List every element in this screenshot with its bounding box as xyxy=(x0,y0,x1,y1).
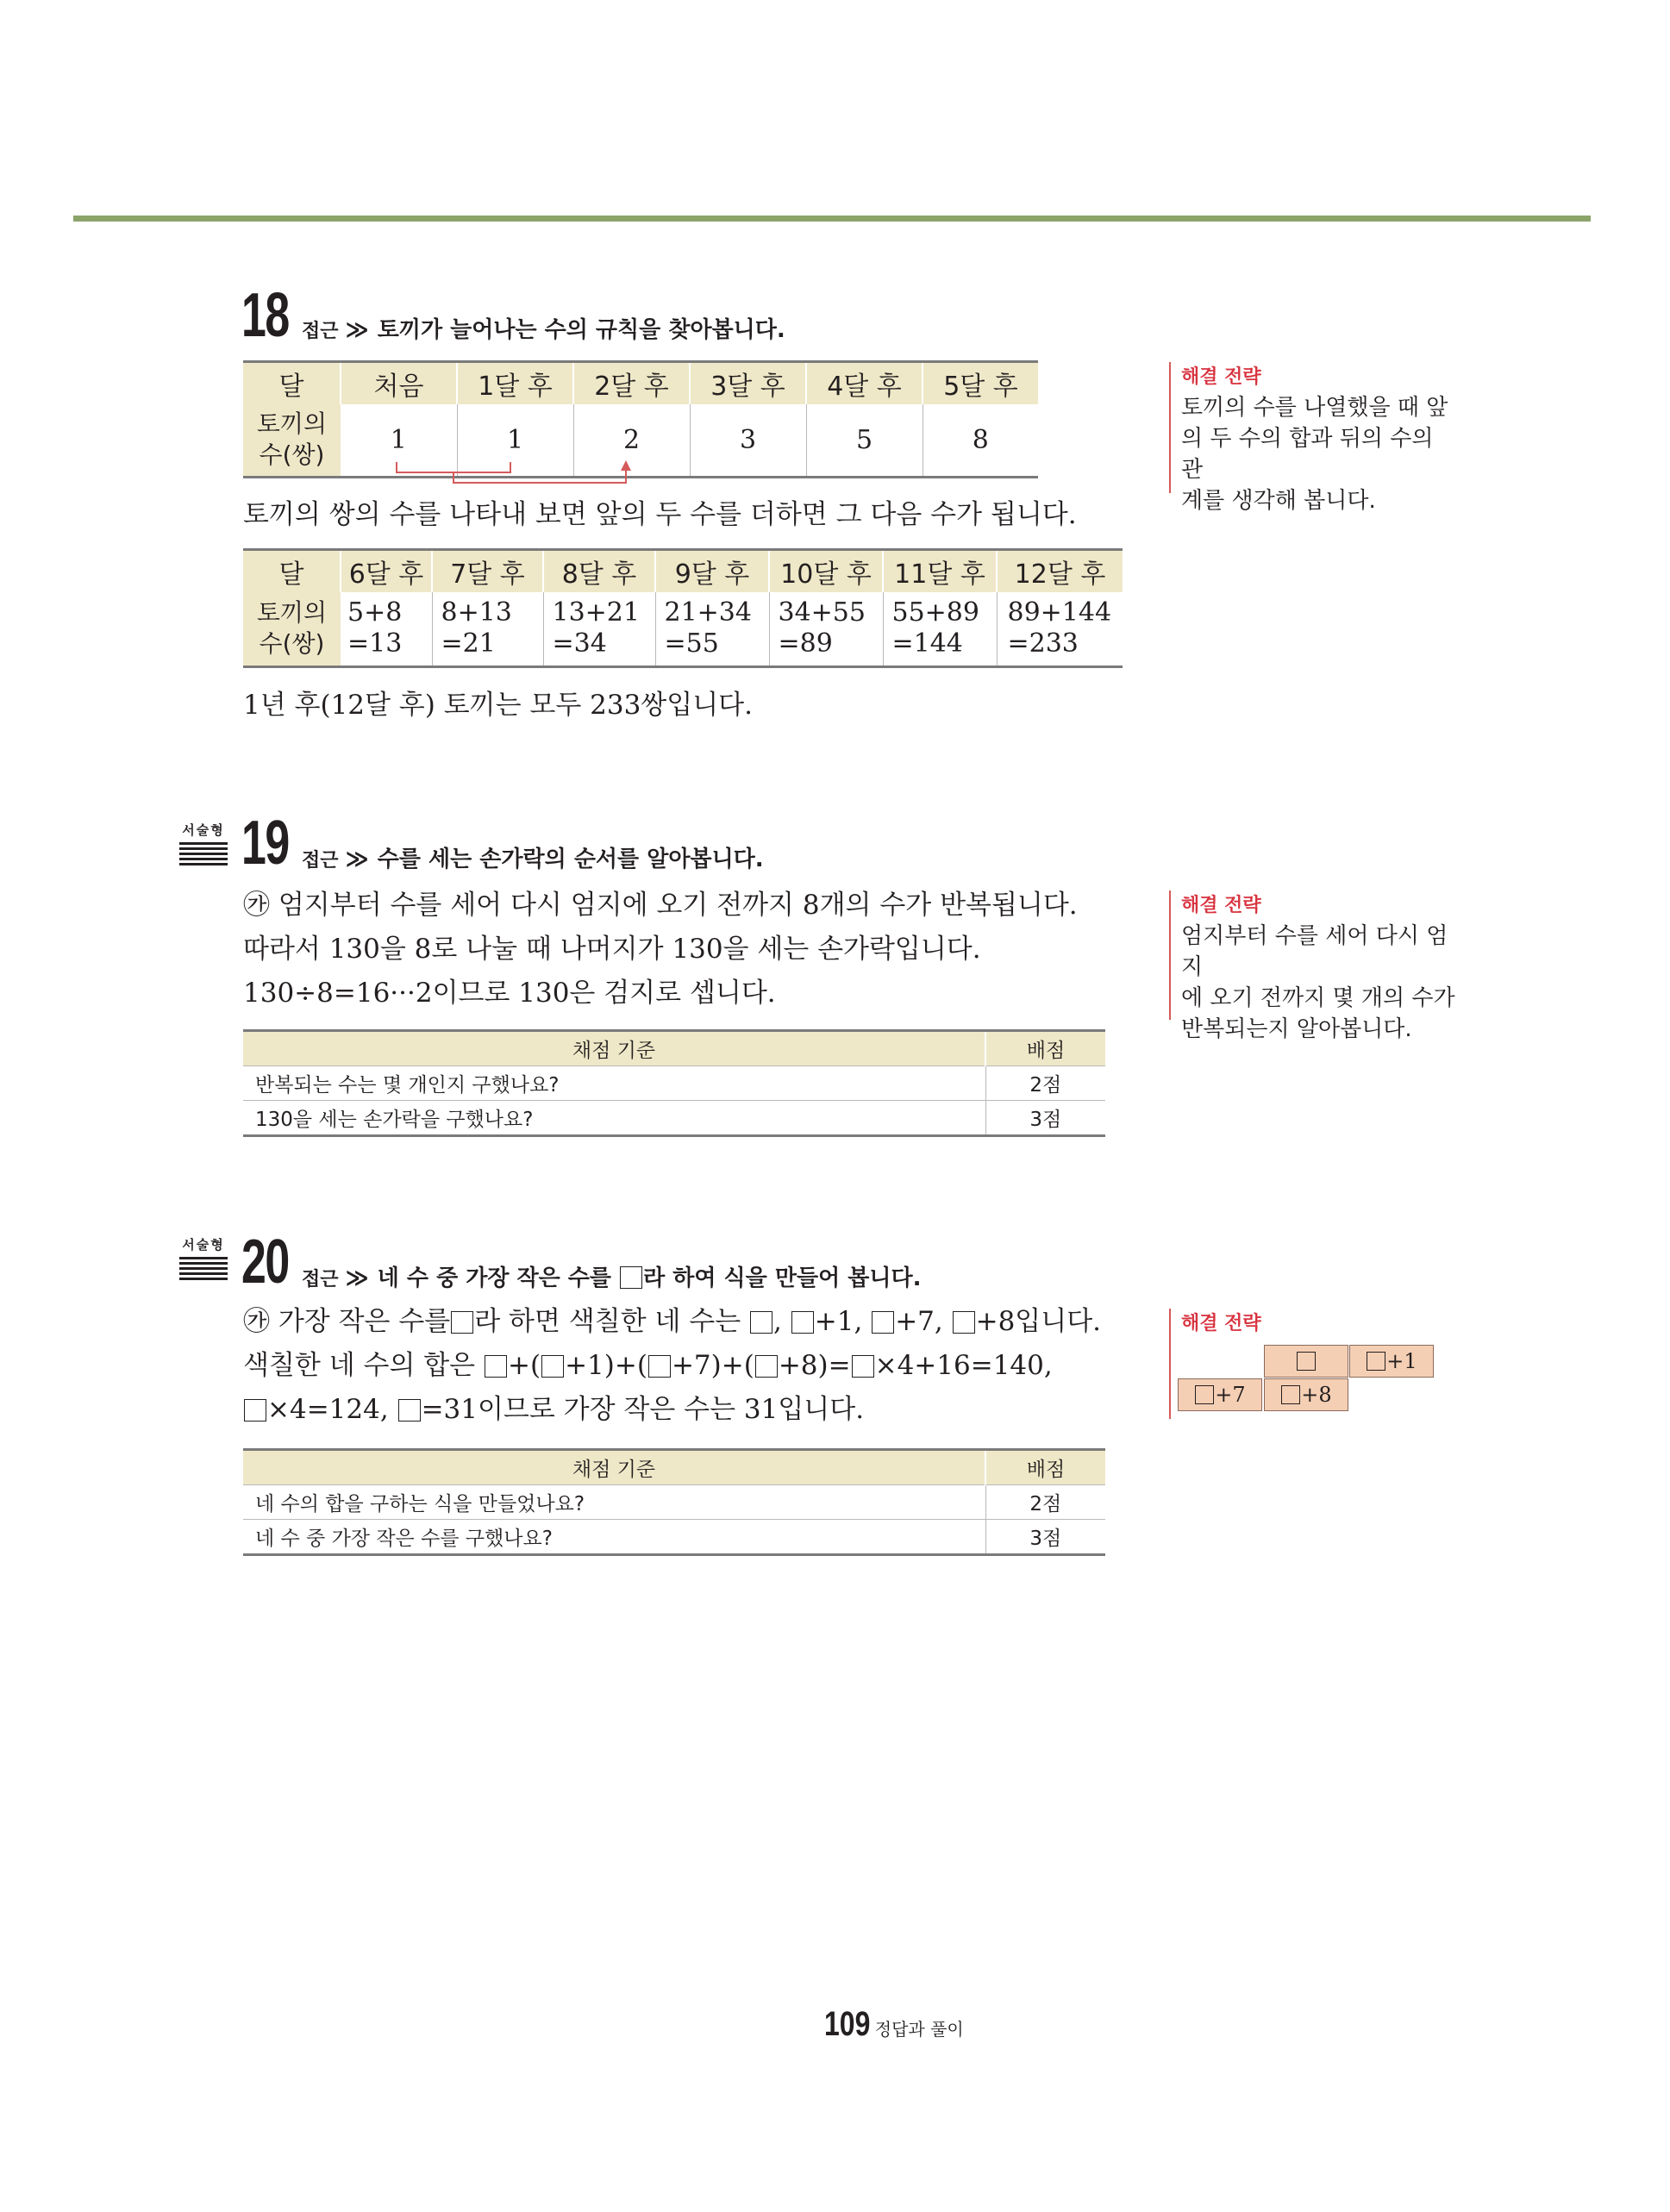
question-number-20: 20 xyxy=(241,1228,289,1297)
scoring-table-20 xyxy=(243,1448,1105,1556)
strategy-body: 토끼의 수를 나열했을 때 앞 의 두 수의 합과 뒤의 수의 관 계를 생각해 봅니다. xyxy=(1181,395,1448,514)
descriptive-tag-20: 서술형 xyxy=(179,1235,228,1281)
points: 3점 xyxy=(985,1520,1105,1555)
criterion: 반복되는 수는 몇 개인지 구했나요? xyxy=(243,1066,985,1101)
approach-19 xyxy=(302,841,764,873)
table-cell: 8+13 =21 xyxy=(432,592,543,666)
table-cell: 8 xyxy=(923,404,1038,477)
approach-text: 토끼가 늘어나는 수의 규칙을 찾아봅니다. xyxy=(377,317,785,343)
q18-explanation-1: 토끼의 쌍의 수를 나타내 보면 앞의 두 수를 더하면 그 다음 수가 됩니다. xyxy=(243,499,1077,530)
double-chevron-icon: ≫ xyxy=(345,847,369,872)
q19-solution xyxy=(243,884,1078,1015)
sum-bracket-arrow xyxy=(379,457,647,486)
approach-18 xyxy=(302,312,785,344)
blank-box-icon xyxy=(620,1266,642,1289)
grid-cell: +8 xyxy=(1264,1378,1348,1411)
table-header-cell: 1달 후 xyxy=(457,362,573,405)
approach-label: 접근 xyxy=(302,850,339,872)
table-cell: 1 xyxy=(341,404,457,477)
grid-cell xyxy=(1264,1345,1348,1378)
question-number-19: 19 xyxy=(241,809,289,878)
table-header-label: 달 xyxy=(243,550,341,593)
table-header-cell: 9달 후 xyxy=(655,550,769,593)
score-header: 채점 기준 xyxy=(243,1031,985,1066)
solution-line: ×4=124, =31이므로 가장 작은 수는 31입니다. xyxy=(243,1388,1101,1432)
strategy-box-18 xyxy=(1169,362,1457,514)
criterion: 네 수 중 가장 작은 수를 구했나요? xyxy=(243,1520,985,1555)
score-header: 채점 기준 xyxy=(243,1450,985,1485)
tag-lines-icon xyxy=(179,842,228,866)
strategy-title: 해결 전략 xyxy=(1181,366,1261,388)
criterion: 130을 세는 손가락을 구했나요? xyxy=(243,1101,985,1136)
points-header: 배점 xyxy=(985,1031,1105,1066)
table-header-cell: 10달 후 xyxy=(769,550,883,593)
table-header-cell: 5달 후 xyxy=(923,362,1038,405)
page-number: 109 xyxy=(824,2005,871,2043)
table-cell: 13+21 =34 xyxy=(543,592,655,666)
q20-solution xyxy=(243,1300,1101,1432)
top-accent-bar xyxy=(73,216,1591,222)
table-cell: 55+89 =144 xyxy=(883,592,997,666)
table-header-cell: 6달 후 xyxy=(341,550,432,593)
double-chevron-icon: ≫ xyxy=(345,1265,369,1291)
approach-20: 접근 ≫ 네 수 중 가장 작은 수를 라 하여 식을 만들어 봅니다. xyxy=(302,1265,922,1291)
double-chevron-icon: ≫ xyxy=(345,317,369,343)
approach-text: 수를 세는 손가락의 순서를 알아봅니다. xyxy=(377,847,764,872)
table-cell: 2 xyxy=(573,404,690,477)
scoring-table-19 xyxy=(243,1029,1105,1137)
table-header-cell: 2달 후 xyxy=(573,362,690,405)
grid-cell: +7 xyxy=(1178,1378,1262,1411)
table-cell: 1 xyxy=(457,404,573,477)
strategy-title: 해결 전략 xyxy=(1181,895,1261,916)
table-cell: 34+55 =89 xyxy=(769,592,883,666)
page-label: 정답과 풀이 xyxy=(874,2019,964,2040)
table-row-label: 토끼의 수(쌍) xyxy=(243,592,341,666)
descriptive-tag-19: 서술형 xyxy=(179,821,228,866)
points: 2점 xyxy=(985,1485,1105,1520)
table-cell: 3 xyxy=(690,404,806,477)
solution-line: ㉮ 엄지부터 수를 세어 다시 엄지에 오기 전까지 8개의 수가 반복됩니다. xyxy=(243,890,1078,921)
table-header-label: 달 xyxy=(243,362,341,405)
rabbit-table-2 xyxy=(243,548,1123,668)
solution-line: 따라서 130을 8로 나눌 때 나머지가 130을 세는 손가락입니다. xyxy=(243,934,981,965)
solution-line: 색칠한 네 수의 합은 +( +1)+( +7)+( +8)= ×4+16=140, xyxy=(243,1350,1053,1381)
page-footer xyxy=(824,2005,964,2044)
table-cell: 21+34 =55 xyxy=(655,592,769,666)
table-cell: 89+144 =233 xyxy=(997,592,1123,666)
table-header-cell: 11달 후 xyxy=(883,550,997,593)
strategy-title: 해결 전략 xyxy=(1181,1313,1261,1334)
table-row-label: 토끼의 수(쌍) xyxy=(243,404,341,477)
q18-explanation-2: 1년 후(12달 후) 토끼는 모두 233쌍입니다. xyxy=(243,690,753,721)
table-header-cell: 8달 후 xyxy=(543,550,655,593)
solution-line: ㉮ 가장 작은 수를 라 하면 색칠한 네 수는 , +1, +7, +8입니다. xyxy=(243,1306,1101,1337)
question-number-18: 18 xyxy=(241,281,289,350)
strategy-box-19 xyxy=(1169,890,1457,1042)
approach-label: 접근 xyxy=(302,321,339,342)
strategy-body: 엄지부터 수를 세어 다시 엄지 에 오기 전까지 몇 개의 수가 반복되는지 알아봅니다. xyxy=(1181,923,1455,1042)
grid-cell: +1 xyxy=(1349,1345,1434,1378)
tag-lines-icon xyxy=(179,1257,228,1281)
table-header-cell: 처음 xyxy=(341,362,457,405)
table-header-cell: 7달 후 xyxy=(432,550,543,593)
table-header-cell: 3달 후 xyxy=(690,362,806,405)
criterion: 네 수의 합을 구하는 식을 만들었나요? xyxy=(243,1485,985,1520)
table-cell: 5+8 =13 xyxy=(341,592,432,666)
points: 2점 xyxy=(985,1066,1105,1101)
table-header-cell: 12달 후 xyxy=(997,550,1123,593)
approach-label: 접근 xyxy=(302,1269,339,1290)
points-header: 배점 xyxy=(985,1450,1105,1485)
solution-line: 130÷8=16···2이므로 130은 검지로 셉니다. xyxy=(243,978,776,1009)
table-cell: 5 xyxy=(806,404,923,477)
table-header-cell: 4달 후 xyxy=(806,362,923,405)
points: 3점 xyxy=(985,1101,1105,1136)
